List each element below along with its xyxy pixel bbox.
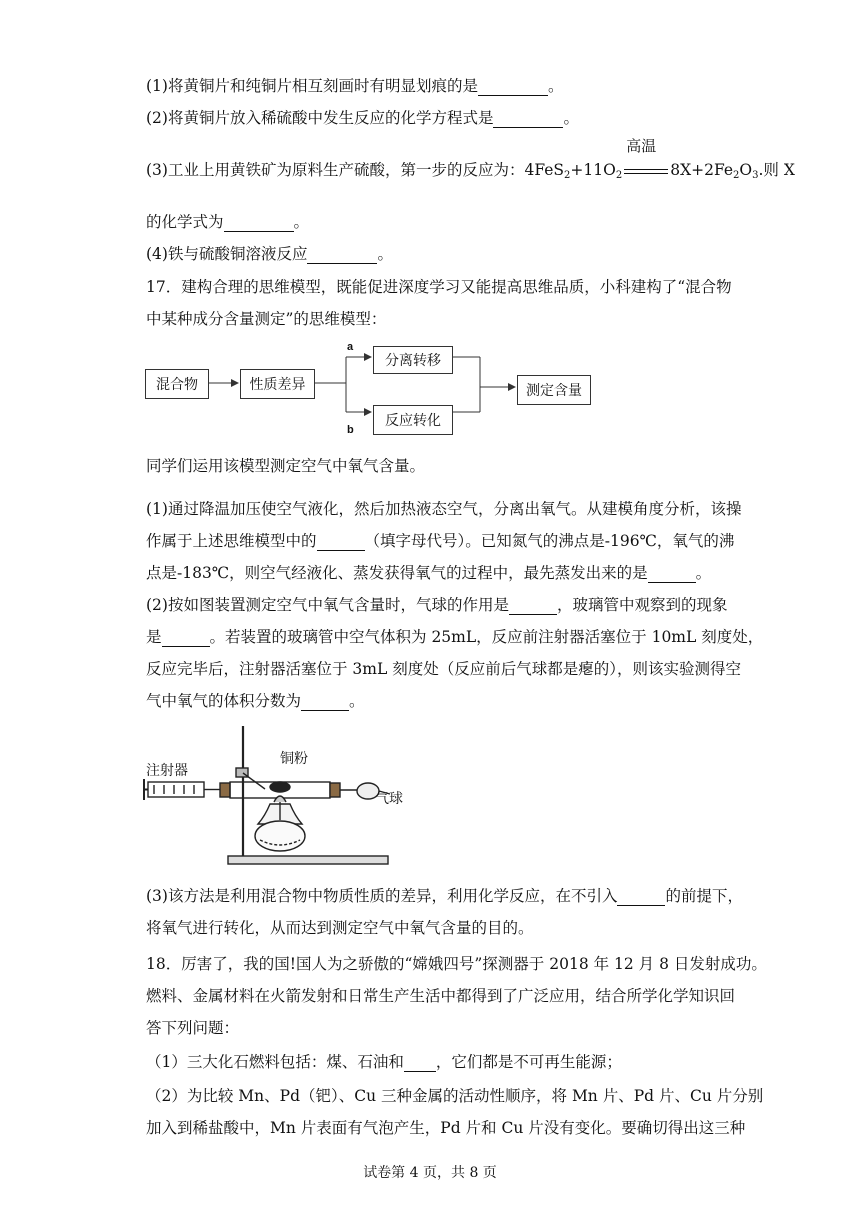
q18-l3: 答下列问题： <box>146 1019 240 1037</box>
diagram-box-separation: 分离转移 <box>373 346 453 374</box>
q17-s2-l4: 气中氧气的体积分数为 。 <box>146 692 365 710</box>
q17-s2-l3: 反应完毕后，注射器活塞位于 3mL 刻度处（反应前后气球都是瘪的），则该实验测得空 <box>146 660 741 678</box>
answer-blank[interactable] <box>301 694 349 711</box>
label-balloon: 气球 <box>375 790 403 806</box>
answer-blank[interactable] <box>317 534 365 551</box>
q17-s1-l3: 点是-183℃，则空气经液化、蒸发获得氧气的过程中，最先蒸发出来的是 。 <box>146 564 712 582</box>
q17-s1-l2: 作属于上述思维模型中的 （填字母代号）。已知氮气的沸点是-196℃，氧气的沸 <box>146 532 735 550</box>
q17-s3-l2: 将氧气进行转化，从而达到测定空气中氧气含量的目的。 <box>146 919 534 937</box>
q16-part1: (1)将黄铜片和纯铜片相互刻画时有明显划痕的是 。 <box>146 77 564 95</box>
diagram-label-b: b <box>347 424 354 436</box>
q18-l2: 燃料、金属材料在火箭发射和日常生产生活中都得到了广泛应用，结合所学化学知识回 <box>146 987 736 1005</box>
apparatus-figure <box>140 724 410 874</box>
answer-blank[interactable] <box>617 889 665 906</box>
q17-after-diagram: 同学们运用该模型测定空气中氧气含量。 <box>146 457 426 475</box>
q17-intro-1: 17．建构合理的思维模型，既能促进深度学习又能提高思维品质，小科建构了“混合物 <box>146 278 732 296</box>
q18-s2-l1: （2）为比较 Mn、Pd（钯）、Cu 三种金属的活动性顺序，将 Mn 片、Pd 片、Cu 片分别 <box>146 1087 764 1105</box>
page-footer: 试卷第 4 页，共 8 页 <box>363 1165 497 1181</box>
q17-s2-l1: (2)按如图装置测定空气中氧气含量时，气球的作用是 ，玻璃管中观察到的现象 <box>146 596 728 614</box>
diagram-label-a: a <box>347 341 354 353</box>
answer-blank[interactable] <box>509 598 557 615</box>
diagram-box-reaction: 反应转化 <box>373 405 453 435</box>
q17-s1-l1: (1)通过降温加压使空气液化，然后加热液态空气，分离出氧气。从建模角度分析，该操 <box>146 500 742 518</box>
q16-part3-equation: (3)工业上用黄铁矿为原料生产硫酸，第一步的反应为：$4FeS_2+11O_2$ 高温 $8X+2Fe_2O_3$.则 X <box>146 137 795 181</box>
reaction-condition: 高温 <box>624 160 668 180</box>
q16-part2: (2)将黄铜片放入稀硫酸中发生反应的化学方程式是 。 <box>146 109 579 127</box>
q17-intro-2: 中某种成分含量测定”的思维模型： <box>146 310 387 328</box>
label-copper-powder: 铜粉 <box>280 750 308 766</box>
q16-part4: (4)铁与硫酸铜溶液反应 。 <box>146 245 393 263</box>
q17-s3-l1: (3)该方法是利用混合物中物质性质的差异，利用化学反应，在不引入 的前提下， <box>146 887 743 905</box>
q18-s1: （1）三大化石燃料包括：煤、石油和 ，它们都是不可再生能源； <box>146 1053 622 1071</box>
answer-blank[interactable] <box>162 630 210 647</box>
answer-blank[interactable] <box>648 566 696 583</box>
q16-part3-line2: 的化学式为 。 <box>146 213 310 231</box>
q18-l1: 18．厉害了，我的国!国人为之骄傲的“嫦娥四号”探测器于 2018 年 12 月 8 日发射成功。 <box>146 955 767 973</box>
diagram-box-property-difference: 性质差异 <box>240 369 315 399</box>
q17-s2-l2: 是 。若装置的玻璃管中空气体积为 25mL，反应前注射器活塞位于 10mL 刻度处， <box>146 628 764 646</box>
answer-blank[interactable] <box>404 1055 436 1072</box>
diagram-box-measure: 测定含量 <box>517 375 591 405</box>
diagram-box-mixture: 混合物 <box>145 369 209 399</box>
q18-s2-l2: 加入到稀盐酸中，Mn 片表面有气泡产生，Pd 片和 Cu 片没有变化。要确切得出这三种 <box>146 1119 746 1137</box>
thinking-model-diagram <box>0 0 860 460</box>
label-syringe: 注射器 <box>146 762 188 778</box>
